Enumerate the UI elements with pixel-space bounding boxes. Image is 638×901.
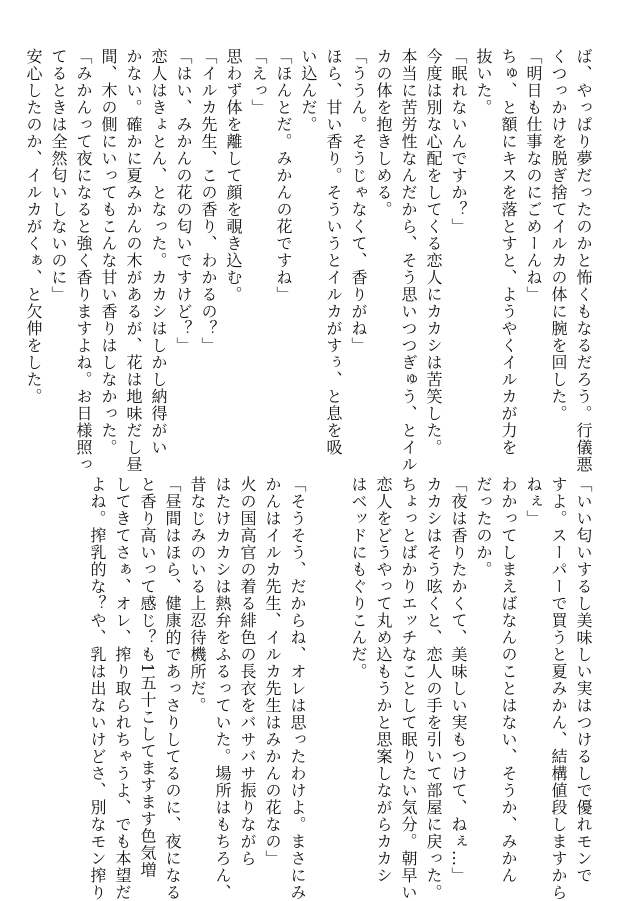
text-line: 今度は別な心配をしてくる恋人にカカシは苦笑した。 (424, 48, 443, 456)
text-line: 「みかんって夜になると強く香りますよね。お日様照っ (74, 48, 93, 473)
text-line: ほら、甘い香り。そういうとイルカがすぅ、と息を吸 (324, 48, 343, 456)
text-line: 「そうそう、だからね、オレは思ったわけよ。まさにみ (288, 476, 307, 901)
text-line: 「眠れないんですか？」 (449, 48, 468, 235)
text-line: い込んだ。 (299, 48, 318, 133)
text-line: ねぇ」 (524, 476, 543, 527)
text-line: かんはイルカ先生、イルカ先生はみかんの花なの」 (263, 476, 282, 867)
text-line: ちゅ、と額にキスを落とすと、ようやくイルカが力を (499, 48, 518, 456)
text-line: よね。搾乳的な？や、乳は出ないけどさ、別なモン搾り (88, 476, 107, 901)
text-line: カカシはそう呟くと、恋人の手を引いて部屋に戻った。 (424, 476, 443, 901)
text-line: 「ほんとだ。みかんの花ですね」 (274, 48, 293, 303)
lower-left-text-block (60, 476, 310, 901)
text-line: だったのか。 (474, 476, 493, 578)
text-line: 「明日も仕事なのにごめーんね」 (524, 48, 543, 303)
text-line: 恋人をどうやって丸め込もうかと思案しながらカカシ (374, 476, 393, 884)
text-line: ちょっとばかりエッチなことして眠りたい気分。朝早い (399, 476, 418, 901)
text-line: 昔なじみのいる上忍待機所だ。 (188, 476, 207, 714)
text-line: 火の国高官の着る緋色の長衣をバサバサ振りながら (238, 476, 257, 867)
text-line: 「夜は香りたかくて、美味しい実もつけて、ねぇ…」 (449, 476, 468, 884)
text-line: 間、木の側にいってもこんな甘い香りはしなかった。 (99, 48, 118, 456)
text-line: 「ううん。そうじゃなくて、香りがね」 (349, 48, 368, 354)
text-line: すよ。スーパーで買うと夏みかん、結構値段しますから (549, 476, 568, 901)
text-line: わかってしまえばなんのことはない、そうか、みかん (499, 476, 518, 884)
text-line: 本当に苦労性なんだから、そう思いつつぎゅう、とイル (399, 48, 418, 473)
text-line: してきてさぁ、オレ、搾り取られちゃうよ、でも本望だ (113, 476, 132, 901)
text-line: 恋人はきょとん、となった。カカシはしかし納得がい (149, 48, 168, 456)
text-line: はたけカカシは熱弁をふるっていた。場所はもちろん、 (213, 476, 232, 901)
text-line: 安心したのか、イルカがくぁ、と欠伸をした。 (24, 48, 43, 405)
text-line: と香り高いって感じ？も1五十こしてますます色気増 (138, 476, 157, 879)
text-line: 抜いた。 (474, 48, 493, 116)
text-line: ば、やっぱり夢だったのかと怖くもなるだろう。行儀悪 (574, 48, 593, 473)
text-line: くつっかけを脱ぎ捨てイルカの体に腕を回した。 (549, 48, 568, 422)
text-line: てるときは全然匂いしないのに」 (49, 48, 68, 303)
text-line: 「はい、みかんの花の匂いですけど？」 (174, 48, 193, 354)
text-line: 思わず体を離して顔を覗き込む。 (224, 48, 243, 303)
lower-right-text-block (349, 476, 596, 901)
text-line: 「えっ」 (249, 48, 268, 116)
text-line: かない。確かに夏みかんの木があるが、花は地味だし昼 (124, 48, 143, 473)
text-line: 「いい匂いするし美味しい実はつけるしで優れモンで (574, 476, 593, 884)
text-line: 「イルカ先生、この香り、わかるの？」 (199, 48, 218, 354)
text-line: はベッドにもぐりこんだ。 (349, 476, 368, 680)
text-line: カの体を抱きしめる。 (374, 48, 393, 218)
text-line: 「昼間はほら、健康的であっさりしてるのに、夜になる (163, 476, 182, 901)
upper-text-block (24, 48, 596, 473)
